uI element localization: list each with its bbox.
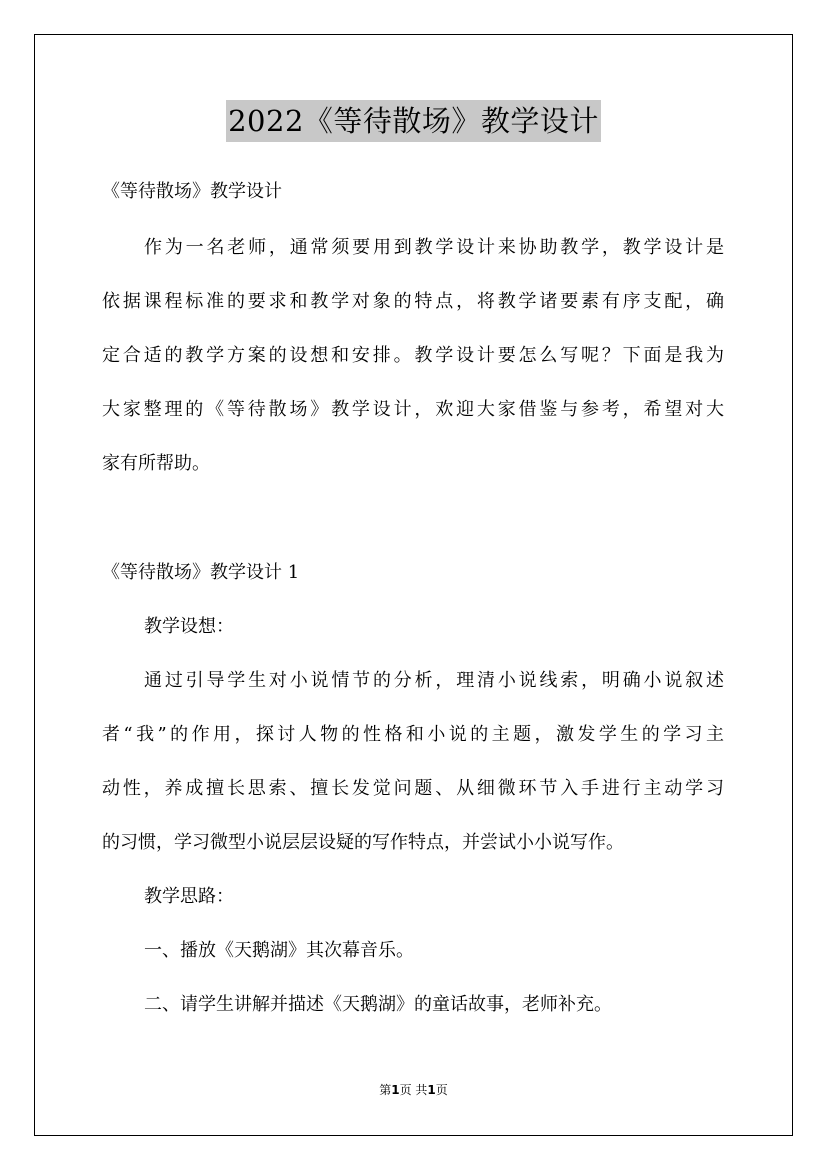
teaching-plan-label: 教学思路： <box>144 886 234 907</box>
document-title: 2022《等待散场》教学设计 <box>226 100 601 142</box>
footer-page-total: 1 <box>427 1083 436 1097</box>
teaching-idea-line-1: 通过引导学生对小说情节的分析，理清小说线索，明确小说叙述 <box>144 670 724 691</box>
footer-prefix: 第 <box>379 1083 392 1097</box>
teaching-idea-line-3: 动性，养成擅长思索、擅长发觉问题、从细微环节入手进行主动学习 <box>102 778 724 799</box>
teaching-idea-line-2: 者“我”的作用，探讨人物的性格和小说的主题，激发学生的学习主 <box>102 724 724 745</box>
page-footer <box>0 1082 827 1098</box>
teaching-idea-line-4: 的习惯，学习微型小说层层设疑的写作特点，并尝试小小说写作。 <box>102 832 624 853</box>
intro-line-3: 定合适的教学方案的设想和安排。教学设计要怎么写呢？下面是我为 <box>102 345 724 366</box>
intro-line-4: 大家整理的《等待散场》教学设计，欢迎大家借鉴与参考，希望对大 <box>102 399 724 420</box>
intro-line-1: 作为一名老师，通常须要用到教学设计来协助教学，教学设计是 <box>144 237 724 258</box>
footer-suffix: 页 <box>435 1083 448 1097</box>
step-2: 二、请学生讲解并描述《天鹅湖》的童话故事，老师补充。 <box>144 994 612 1015</box>
intro-line-2: 依据课程标准的要求和教学对象的特点，将教学诸要素有序支配，确 <box>102 291 724 312</box>
step-1: 一、播放《天鹅湖》其次幕音乐。 <box>144 940 414 961</box>
document-subtitle: 《等待散场》教学设计 <box>102 181 282 202</box>
title-container <box>0 100 827 142</box>
footer-middle: 页 共 <box>399 1083 428 1097</box>
teaching-idea-label: 教学设想： <box>144 616 234 637</box>
footer-page-number: 1 <box>391 1083 400 1097</box>
section-heading: 《等待散场》教学设计 1 <box>102 562 300 583</box>
intro-line-5: 家有所帮助。 <box>102 453 210 474</box>
